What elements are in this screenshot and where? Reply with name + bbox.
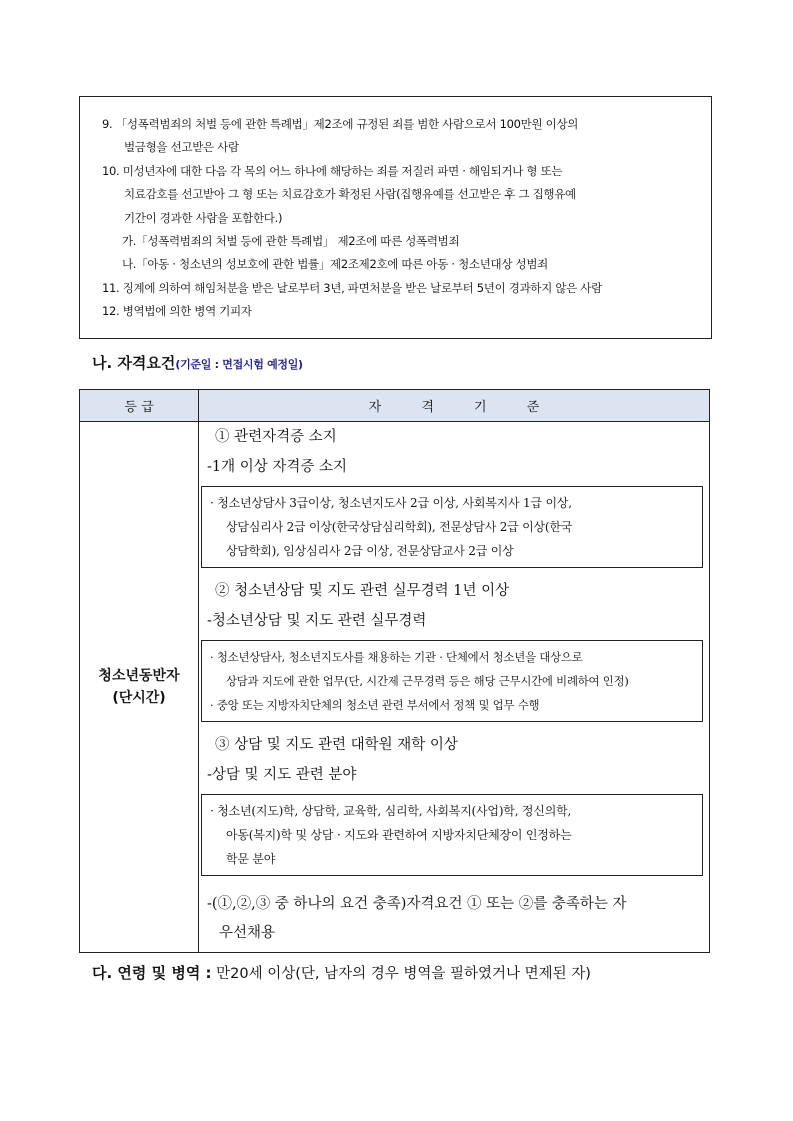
item-10-sub-a: 가.「성폭력범죄의 처벌 등에 관한 특례법」 제2조에 따른 성폭력범죄 bbox=[122, 233, 460, 248]
item-9-line-1: 9. 「성폭력범죄의 처벌 등에 관한 특례법」제2조에 규정된 죄를 범한 사람으로서 100만원 이상의 bbox=[102, 117, 579, 131]
grade-line-1: 청소년동반자 bbox=[98, 668, 180, 684]
table-header-row bbox=[80, 390, 710, 422]
criterion-2-subtitle: -청소년상담 및 지도 관련 실무경력 bbox=[207, 613, 427, 629]
item-10-line-3: 기간이 경과한 사람을 포함한다.) bbox=[124, 210, 283, 225]
section-b-subnote: (기준일 : 면접시험 예정일) bbox=[175, 358, 303, 371]
criterion-1-box-line-1: · 청소년상담사 3급이상, 청소년지도사 2급 이상, 사회복지사 1급 이상, bbox=[210, 496, 572, 510]
criteria-footnote bbox=[199, 884, 709, 952]
item-10-sub-b: 나.「아동 · 청소년의 성보호에 관한 법률」제2조제2호에 따른 아동 · 청소년대상 성범죄 bbox=[122, 257, 548, 272]
criterion-3-title: ③ 상담 및 지도 관련 대학원 재학 이상 bbox=[215, 737, 458, 753]
header-criteria: 자 격 기 준 bbox=[199, 390, 710, 422]
criterion-1-box-line-2: 상담심리사 2급 이상(한국상담심리학회), 전문상담사 2급 이상(한국 bbox=[226, 520, 573, 534]
criterion-1-box bbox=[201, 486, 703, 568]
item-12: 12. 병역법에 의한 병역 기피자 bbox=[102, 304, 252, 319]
section-b-title: 나. 자격요건 bbox=[92, 354, 176, 372]
disqualification-box bbox=[79, 96, 712, 339]
section-b-heading bbox=[92, 352, 303, 373]
qualification-table bbox=[79, 389, 710, 953]
criterion-1-subtitle: -1개 이상 자격증 소지 bbox=[207, 459, 348, 475]
criterion-2-box-line-3: · 중앙 또는 지방자치단체의 청소년 관련 부서에서 정책 및 업무 수행 bbox=[210, 698, 540, 712]
item-11: 11. 징계에 의하여 해임처분을 받은 날로부터 3년, 파면처분을 받은 날로부터 5년이 경과하지 않은 사람 bbox=[102, 280, 602, 295]
footnote-line-2: 우선채용 bbox=[219, 925, 276, 941]
criterion-3-box-line-2: 아동(복지)학 및 상담 · 지도와 관련하여 지방자치단체장이 인정하는 bbox=[226, 828, 572, 842]
criterion-2-box-line-1: · 청소년상담사, 청소년지도사를 채용하는 기관 · 단체에서 청소년을 대상으로 bbox=[210, 650, 583, 664]
criterion-1-title: ① 관련자격증 소지 bbox=[215, 429, 337, 445]
criterion-1-box-line-3: 상담학회), 임상심리사 2급 이상, 전문상담교사 2급 이상 bbox=[226, 544, 514, 558]
criterion-2-box-line-2: 상담과 지도에 관한 업무(단, 시간제 근무경력 등은 해당 근무시간에 비례하여 인정) bbox=[226, 674, 629, 688]
section-c-title: 다. 연령 및 병역 : bbox=[92, 964, 212, 982]
criterion-3-box-line-1: · 청소년(지도)학, 상담학, 교육학, 심리학, 사회복지(사업)학, 정신의학, bbox=[210, 804, 572, 818]
item-10-line-1: 10. 미성년자에 대한 다음 각 목의 어느 하나에 해당하는 죄를 저질러 파면 · 해임되거나 형 또는 bbox=[102, 163, 563, 178]
criterion-2-box bbox=[201, 640, 703, 722]
grade-cell bbox=[80, 422, 199, 953]
table-row bbox=[80, 422, 710, 953]
header-grade: 등 급 bbox=[80, 390, 199, 422]
criterion-3-box-line-3: 학문 분야 bbox=[226, 852, 276, 866]
criterion-2-title: ② 청소년상담 및 지도 관련 실무경력 1년 이상 bbox=[215, 583, 510, 599]
section-c-text: 만20세 이상(단, 남자의 경우 병역을 필하였거나 면제된 자) bbox=[216, 966, 591, 982]
item-9-line-2: 벌금형을 선고받은 사람 bbox=[124, 140, 239, 155]
section-c bbox=[92, 962, 591, 983]
criteria-cell bbox=[199, 422, 710, 953]
grade-line-2: (단시간) bbox=[112, 690, 166, 706]
criterion-3-box bbox=[201, 794, 703, 876]
item-10-line-2: 치료감호를 선고받아 그 형 또는 치료감호가 확정된 사람(집행유예를 선고받은 후 그 집행유예 bbox=[124, 187, 576, 202]
criterion-3-subtitle: -상담 및 지도 관련 분야 bbox=[207, 767, 357, 783]
footnote-line-1: -(①,②,③ 중 하나의 요건 충족)자격요건 ① 또는 ②를 충족하는 자 bbox=[207, 896, 627, 912]
